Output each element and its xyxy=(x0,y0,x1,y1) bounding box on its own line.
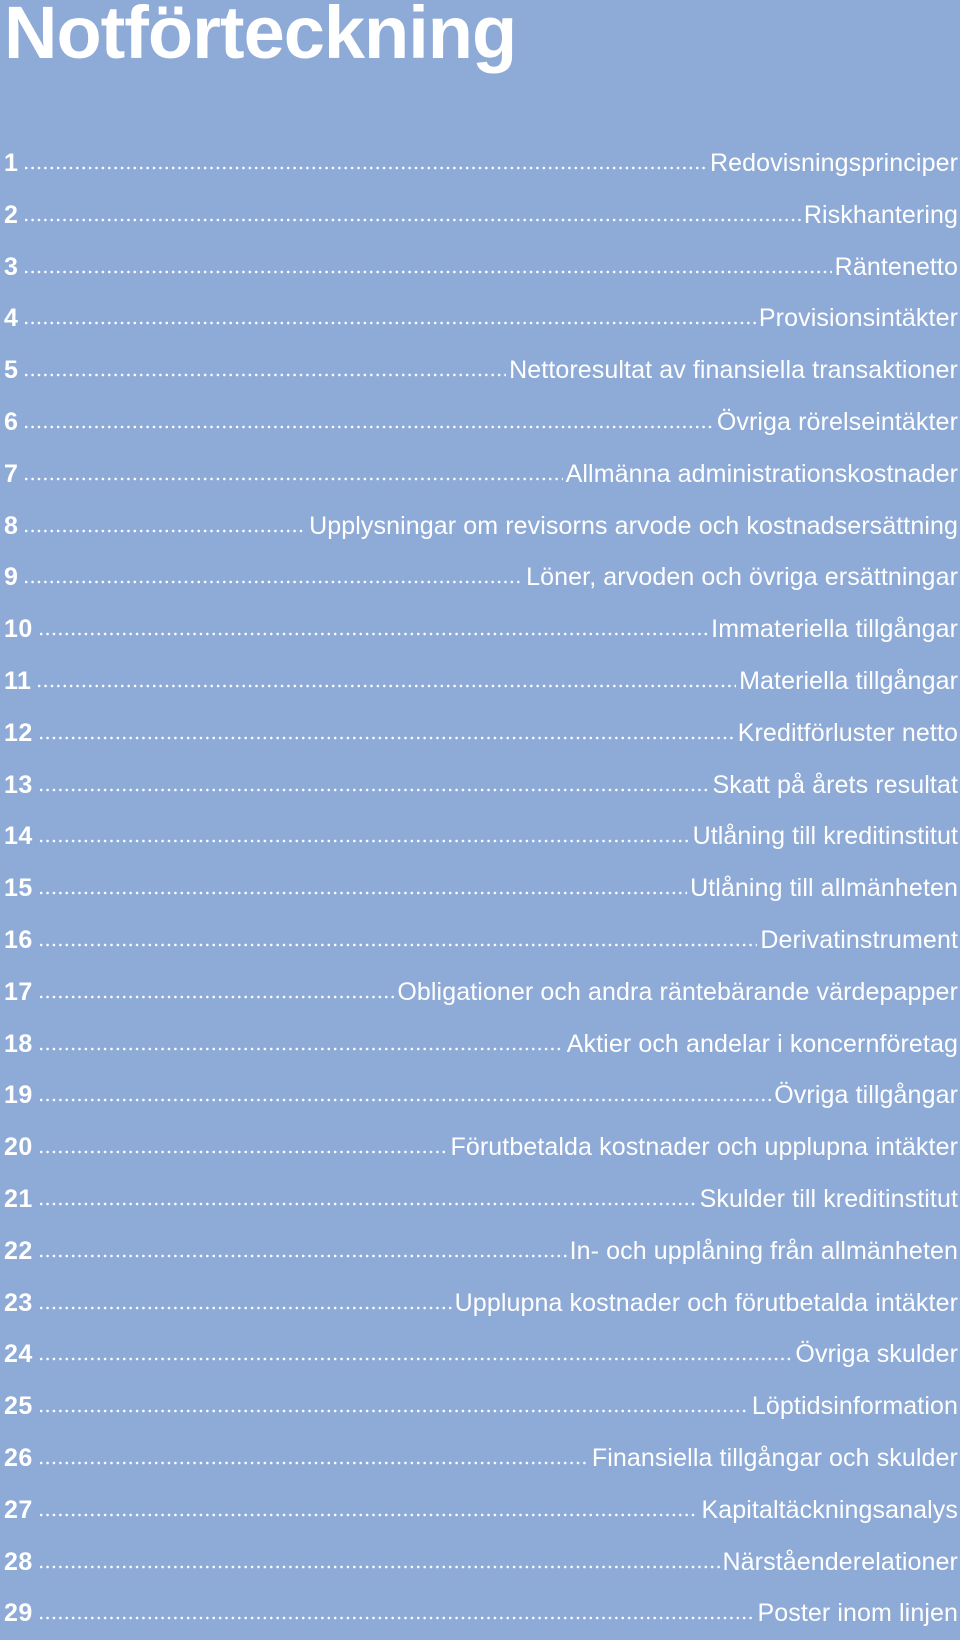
toc-title: Närståenderelationer xyxy=(722,1547,958,1576)
toc-entry-14[interactable] xyxy=(4,811,958,863)
dot-leader xyxy=(38,1254,567,1258)
toc-number: 25 xyxy=(4,1392,33,1421)
toc-title: Poster inom linjen xyxy=(757,1599,958,1628)
toc-title: Kreditförluster netto xyxy=(737,718,958,747)
dot-leader xyxy=(23,166,707,170)
dot-leader xyxy=(38,995,395,999)
toc-number: 12 xyxy=(4,718,33,747)
dot-leader xyxy=(23,321,755,325)
toc-number: 10 xyxy=(4,615,33,644)
toc-entry-10[interactable] xyxy=(4,604,958,656)
toc-title: Obligationer och andra räntebärande värdepapper xyxy=(397,977,958,1006)
toc-title: Derivatinstrument xyxy=(760,925,958,954)
toc-entry-20[interactable] xyxy=(4,1122,958,1174)
toc-entry-24[interactable] xyxy=(4,1329,958,1381)
page-title: Notförteckning xyxy=(4,0,517,74)
toc-number: 27 xyxy=(4,1495,33,1524)
toc-number: 18 xyxy=(4,1029,33,1058)
dot-leader xyxy=(38,1565,720,1569)
dot-leader xyxy=(23,270,831,274)
toc-title: Allmänna administrationskostnader xyxy=(565,459,958,488)
dot-leader xyxy=(38,1513,699,1517)
dot-leader xyxy=(23,425,713,429)
toc-number: 14 xyxy=(4,822,33,851)
dot-leader xyxy=(38,839,690,843)
toc-number: 16 xyxy=(4,925,33,954)
toc-title: Löner, arvoden och övriga ersättningar xyxy=(526,563,958,592)
toc-title: Räntenetto xyxy=(834,252,958,281)
toc-entry-12[interactable] xyxy=(4,708,958,760)
toc-number: 1 xyxy=(4,149,19,177)
toc-number: 23 xyxy=(4,1288,33,1317)
dot-leader xyxy=(36,684,736,688)
toc-number: 26 xyxy=(4,1443,33,1472)
toc-title: Aktier och andelar i koncernföretag xyxy=(566,1029,958,1058)
toc-number: 13 xyxy=(4,770,33,799)
toc-number: 28 xyxy=(4,1547,33,1576)
toc-entry-6[interactable] xyxy=(4,397,958,449)
toc-entry-18[interactable] xyxy=(4,1019,958,1071)
toc-entry-2[interactable] xyxy=(4,190,958,242)
toc-entry-3[interactable] xyxy=(4,242,958,294)
toc-entry-26[interactable] xyxy=(4,1433,958,1485)
toc-number: 3 xyxy=(4,252,19,281)
toc-title: Finansiella tillgångar och skulder xyxy=(591,1443,958,1472)
toc-title: Redovisningsprinciper xyxy=(709,149,958,177)
toc-title: Materiella tillgångar xyxy=(739,666,958,695)
toc-entry-17[interactable] xyxy=(4,967,958,1019)
toc-number: 21 xyxy=(4,1184,33,1213)
table-of-contents xyxy=(4,138,958,1640)
toc-title: Nettoresultat av finansiella transaktioner xyxy=(509,356,958,385)
toc-entry-13[interactable] xyxy=(4,760,958,812)
dot-leader xyxy=(38,1409,749,1413)
toc-number: 24 xyxy=(4,1340,33,1369)
toc-number: 19 xyxy=(4,1081,33,1110)
toc-title: Upplysningar om revisorns arvode och kostnadsersättning xyxy=(309,511,958,540)
toc-title: Kapitaltäckningsanalys xyxy=(701,1495,958,1524)
toc-number: 29 xyxy=(4,1599,33,1628)
toc-entry-15[interactable] xyxy=(4,863,958,915)
toc-number: 11 xyxy=(4,666,32,695)
dot-leader xyxy=(38,1047,564,1051)
toc-number: 4 xyxy=(4,304,19,333)
toc-title: Övriga rörelseintäkter xyxy=(716,407,958,436)
dot-leader xyxy=(38,943,758,947)
dot-leader xyxy=(38,788,710,792)
toc-entry-16[interactable] xyxy=(4,915,958,967)
dot-leader xyxy=(23,373,506,377)
dot-leader xyxy=(38,1357,793,1361)
toc-title: Utlåning till allmänheten xyxy=(690,874,958,903)
toc-entry-19[interactable] xyxy=(4,1070,958,1122)
toc-title: Utlåning till kreditinstitut xyxy=(692,822,958,851)
toc-title: Skulder till kreditinstitut xyxy=(699,1184,958,1213)
toc-entry-4[interactable] xyxy=(4,293,958,345)
dot-leader xyxy=(38,1616,755,1620)
toc-title: Riskhantering xyxy=(803,200,958,229)
toc-title: Skatt på årets resultat xyxy=(712,770,958,799)
toc-title: Förutbetalda kostnader och upplupna intäkter xyxy=(450,1133,958,1162)
toc-title: Löptidsinformation xyxy=(751,1392,958,1421)
toc-entry-9[interactable] xyxy=(4,552,958,604)
toc-title: Upplupna kostnader och förutbetalda intäkter xyxy=(454,1288,958,1317)
toc-title: Övriga skulder xyxy=(795,1340,958,1369)
toc-number: 7 xyxy=(4,459,19,488)
dot-leader xyxy=(38,1202,697,1206)
toc-entry-25[interactable] xyxy=(4,1381,958,1433)
toc-entry-23[interactable] xyxy=(4,1278,958,1330)
toc-entry-21[interactable] xyxy=(4,1174,958,1226)
dot-leader xyxy=(38,632,708,636)
toc-number: 6 xyxy=(4,407,19,436)
toc-number: 20 xyxy=(4,1133,33,1162)
dot-leader xyxy=(38,1461,589,1465)
toc-entry-29[interactable] xyxy=(4,1588,958,1640)
toc-title: Immateriella tillgångar xyxy=(711,615,958,644)
toc-entry-22[interactable] xyxy=(4,1226,958,1278)
toc-entry-28[interactable] xyxy=(4,1537,958,1589)
toc-number: 15 xyxy=(4,874,33,903)
toc-entry-5[interactable] xyxy=(4,345,958,397)
dot-leader xyxy=(38,891,687,895)
toc-entry-1[interactable] xyxy=(4,138,958,190)
toc-entry-8[interactable] xyxy=(4,501,958,553)
dot-leader xyxy=(38,1306,452,1310)
toc-entry-11[interactable] xyxy=(4,656,958,708)
dot-leader xyxy=(38,1150,448,1154)
toc-title: In- och upplåning från allmänheten xyxy=(569,1236,958,1265)
toc-number: 2 xyxy=(4,200,19,229)
toc-number: 8 xyxy=(4,511,19,540)
dot-leader xyxy=(23,580,523,584)
dot-leader xyxy=(23,477,562,481)
toc-title: Provisionsintäkter xyxy=(758,304,958,333)
toc-number: 17 xyxy=(4,977,33,1006)
toc-entry-7[interactable] xyxy=(4,449,958,501)
dot-leader xyxy=(38,1098,771,1102)
dot-leader xyxy=(23,218,800,222)
toc-entry-27[interactable] xyxy=(4,1485,958,1537)
toc-number: 22 xyxy=(4,1236,33,1265)
toc-title: Övriga tillgångar xyxy=(774,1081,958,1110)
toc-number: 9 xyxy=(4,563,19,592)
dot-leader xyxy=(38,736,735,740)
dot-leader xyxy=(23,529,306,533)
toc-number: 5 xyxy=(4,356,19,385)
